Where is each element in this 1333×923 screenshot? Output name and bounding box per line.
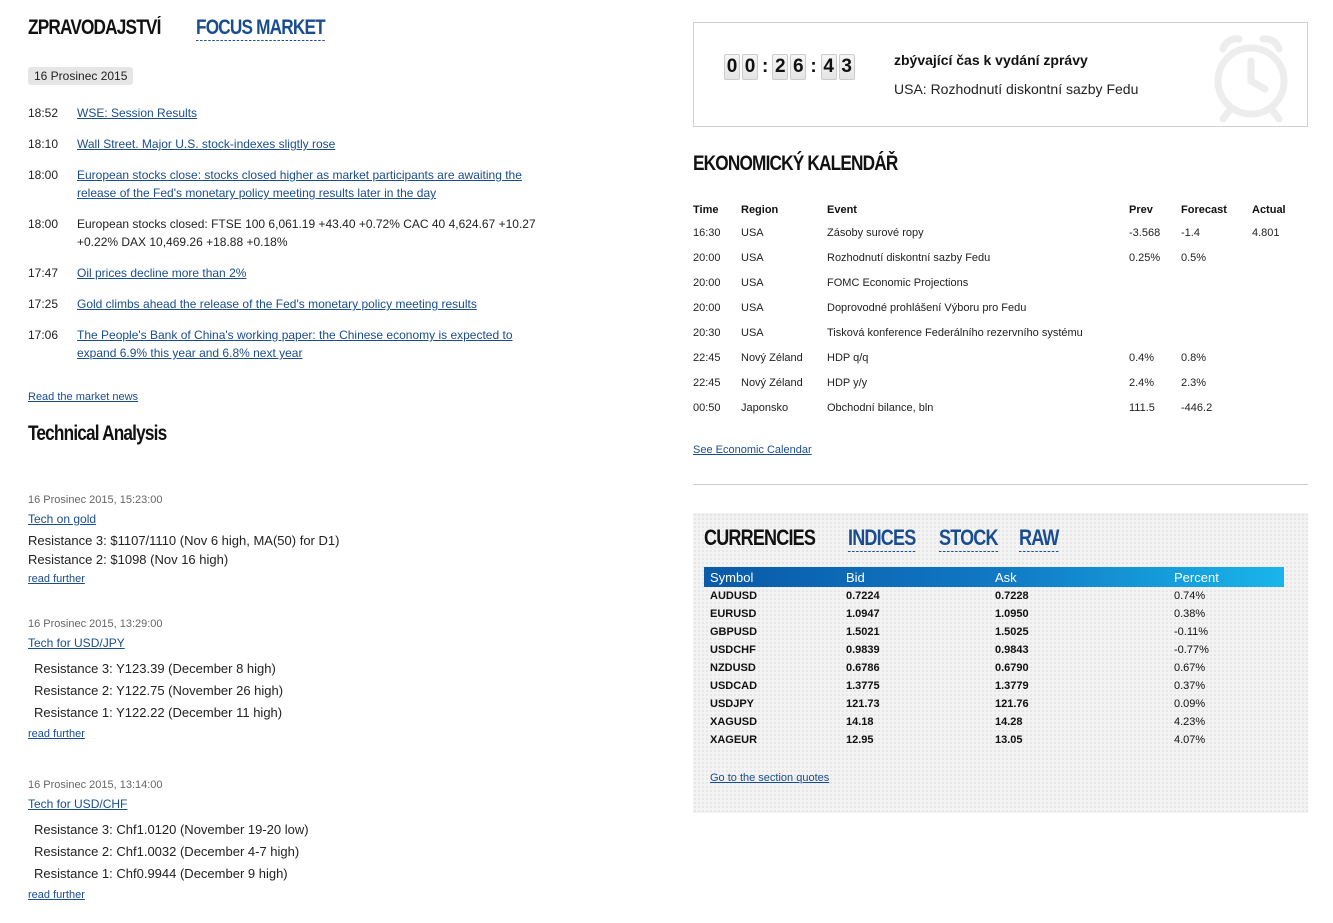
column-header: Bid: [846, 569, 865, 585]
ta-line: Resistance 2: Chf1.0032 (December 4-7 high): [34, 844, 300, 859]
cell-prev: 2.4%: [1129, 376, 1155, 389]
cell-symbol: GBPUSD: [710, 626, 758, 638]
cell-prev: -3.568: [1129, 226, 1161, 239]
ta-lines: [28, 819, 448, 885]
cell-bid: 14.18: [846, 716, 874, 728]
see-economic-calendar-link[interactable]: See Economic Calendar: [693, 444, 812, 456]
cell-percent: -0.77%: [1174, 644, 1209, 656]
column-header: Region: [741, 204, 779, 216]
cell-ask: 1.0950: [995, 608, 1029, 620]
economic-calendar-table: [693, 200, 1303, 420]
news-time: 18:52: [28, 106, 59, 120]
ta-date: 16 Prosinec 2015, 13:29:00: [28, 618, 163, 630]
table-row[interactable]: [704, 713, 1284, 731]
table-row: [693, 245, 1303, 270]
tab-raw[interactable]: RAW: [1018, 525, 1059, 550]
cell-actual: [1252, 320, 1303, 345]
currencies-table: [704, 567, 1284, 749]
news-text: European stocks closed: FTSE 100 6,061.19 +43.40 +0.72% CAC 40 4,624.67 +10.27 +0.22% DAX 10,469.26 +18.88 +0.18%: [77, 217, 536, 249]
ta-line: Resistance 2: Y122.75 (November 26 high): [34, 683, 284, 698]
calendar-title: EKONOMICKÝ KALENDÁŘ: [693, 152, 898, 175]
tab-currencies[interactable]: CURRENCIES: [704, 525, 816, 550]
read-further-link[interactable]: read further: [28, 728, 85, 740]
cell-actual: [1252, 395, 1303, 420]
cell-forecast: -1.4: [1181, 226, 1200, 239]
cell-percent: 0.09%: [1174, 698, 1206, 710]
table-row[interactable]: [704, 677, 1284, 695]
table-row[interactable]: [704, 731, 1284, 749]
technical-analysis-header: [28, 422, 197, 446]
cell-symbol: NZDUSD: [710, 662, 756, 674]
countdown-digits: [724, 54, 857, 80]
countdown-digit: 3: [839, 54, 855, 80]
table-row: [693, 345, 1303, 370]
cell-event: FOMC Economic Projections: [827, 276, 969, 289]
cell-region: USA: [741, 276, 764, 289]
cell-region: USA: [741, 251, 764, 264]
tab-indices[interactable]: INDICES: [847, 525, 916, 550]
cell-actual: [1252, 370, 1303, 395]
ta-lines: [28, 531, 448, 569]
cell-event: HDP q/q: [827, 351, 869, 364]
column-header: Symbol: [710, 569, 754, 585]
list-item: [28, 264, 558, 282]
ta-date: 16 Prosinec 2015, 15:23:00: [28, 494, 163, 506]
cell-actual: 4.801: [1252, 226, 1280, 239]
quotes-panel: [693, 513, 1308, 813]
cell-bid: 1.0947: [846, 608, 880, 620]
news-link[interactable]: The People's Bank of China's working paper: the Chinese economy is expected to expand 6.9% this year and 6.8% next year: [77, 328, 513, 360]
news-date-badge: 16 Prosinec 2015: [28, 67, 133, 85]
countdown-digit: 2: [772, 54, 788, 80]
cell-ask: 13.05: [995, 734, 1023, 746]
ta-line: Resistance 1: Y122.22 (December 11 high): [34, 705, 283, 720]
countdown-separator: :: [810, 56, 817, 77]
cell-time: 00:50: [693, 401, 721, 414]
news-title: ZPRAVODAJSTVÍ: [28, 16, 161, 39]
news-link[interactable]: Gold climbs ahead the release of the Fed's monetary policy meeting results: [77, 297, 477, 311]
cell-region: USA: [741, 301, 764, 314]
cell-bid: 1.3775: [846, 680, 880, 692]
cell-event: Obchodní bilance, bln: [827, 401, 934, 414]
news-link[interactable]: Wall Street. Major U.S. stock-indexes sligtly rose: [77, 137, 336, 151]
column-header: Percent: [1174, 569, 1219, 585]
list-item: [28, 215, 558, 251]
cell-symbol: USDCAD: [710, 680, 758, 692]
cell-bid: 1.5021: [846, 626, 880, 638]
cell-prev: 0.4%: [1129, 351, 1155, 364]
table-row[interactable]: [704, 695, 1284, 713]
cell-ask: 0.7228: [995, 590, 1029, 602]
news-link[interactable]: European stocks close: stocks closed higher as market participants are awaiting the release of the Fed's monetary policy meeting results later in the day: [77, 168, 522, 200]
cell-forecast: [1181, 295, 1252, 320]
table-header-row: [704, 567, 1284, 587]
cell-prev: [1129, 320, 1181, 345]
cell-forecast: -446.2: [1181, 401, 1213, 414]
ta-line: Resistance 3: Y123.39 (December 8 high): [34, 661, 276, 676]
cell-prev: 111.5: [1129, 401, 1155, 414]
news-time: 18:10: [28, 137, 59, 151]
cell-actual: [1252, 295, 1303, 320]
countdown-separator: :: [762, 56, 769, 77]
section-divider: [693, 484, 1308, 485]
ta-line: Resistance 1: Chf0.9944 (December 9 high): [34, 866, 288, 881]
ta-date: 16 Prosinec 2015, 13:14:00: [28, 779, 163, 791]
table-row: [693, 320, 1303, 345]
cell-forecast: 2.3%: [1181, 376, 1207, 389]
news-time: 18:00: [28, 217, 59, 231]
cell-symbol: XAGEUR: [710, 734, 758, 746]
list-item: [28, 326, 558, 362]
cell-prev: [1129, 270, 1181, 295]
column-header: Prev: [1129, 204, 1153, 216]
table-row: [693, 370, 1303, 395]
cell-prev: [1129, 295, 1181, 320]
countdown-event: USA: Rozhodnutí diskontní sazby Fedu: [894, 81, 1139, 97]
column-header: Actual: [1252, 204, 1286, 216]
cell-event: Zásoby surové ropy: [827, 226, 924, 239]
table-row: [693, 295, 1303, 320]
news-time: 17:06: [28, 328, 59, 342]
cell-event: Tisková konference Federálního rezervního systému: [827, 326, 1083, 339]
go-to-quotes-link[interactable]: Go to the section quotes: [710, 772, 830, 784]
ta-lines: [28, 658, 448, 724]
cell-bid: 0.6786: [846, 662, 880, 674]
ta-entry: [28, 494, 448, 587]
cell-actual: [1252, 245, 1303, 270]
news-link[interactable]: Oil prices decline more than 2%: [77, 266, 247, 280]
cell-time: 22:45: [693, 376, 721, 389]
column-header: Event: [827, 204, 857, 216]
cell-time: 20:00: [693, 301, 721, 314]
tab-stock[interactable]: STOCK: [938, 525, 998, 550]
ta-title-link[interactable]: Tech for USD/CHF: [28, 797, 128, 811]
news-link[interactable]: WSE: Session Results: [77, 106, 198, 120]
table-row[interactable]: [704, 659, 1284, 677]
ta-entry: [28, 618, 448, 742]
cell-region: USA: [741, 226, 764, 239]
table-row[interactable]: [704, 641, 1284, 659]
list-item: [28, 104, 558, 122]
news-time: 17:47: [28, 266, 59, 280]
table-row: [693, 270, 1303, 295]
read-further-link[interactable]: read further: [28, 889, 85, 901]
cell-percent: 0.74%: [1174, 590, 1206, 602]
read-market-news-link[interactable]: Read the market news: [28, 391, 139, 403]
news-time: 17:25: [28, 297, 59, 311]
cell-ask: 0.6790: [995, 662, 1029, 674]
cell-symbol: XAGUSD: [710, 716, 758, 728]
cell-region: Nový Zéland: [741, 351, 803, 364]
cell-actual: [1252, 270, 1303, 295]
cell-time: 20:00: [693, 251, 721, 264]
news-list: [28, 104, 558, 375]
cell-event: HDP y/y: [827, 376, 868, 389]
cell-time: 16:30: [693, 226, 721, 239]
column-header: Time: [693, 204, 719, 216]
cell-percent: 4.23%: [1174, 716, 1206, 728]
cell-forecast: [1181, 320, 1252, 345]
cell-time: 22:45: [693, 351, 721, 364]
tab-focus-market[interactable]: FOCUS MARKET: [196, 16, 325, 39]
ta-title-link[interactable]: Tech on gold: [28, 512, 97, 526]
cell-forecast: [1181, 270, 1252, 295]
ta-line: Resistance 3: Chf1.0120 (November 19-20 low): [34, 822, 309, 837]
ta-entry: [28, 779, 448, 903]
countdown-panel: [693, 22, 1308, 127]
cell-forecast: 0.5%: [1181, 251, 1207, 264]
ta-line: Resistance 2: $1098 (Nov 16 high): [28, 552, 229, 567]
column-header: Ask: [995, 569, 1017, 585]
cell-event: Rozhodnutí diskontní sazby Fedu: [827, 251, 991, 264]
table-row[interactable]: [704, 623, 1284, 641]
cell-time: 20:00: [693, 276, 721, 289]
countdown-digit: 0: [724, 54, 740, 80]
list-item: [28, 135, 558, 153]
news-time: 18:00: [28, 168, 59, 182]
countdown-digit: 4: [821, 54, 837, 80]
table-row[interactable]: [704, 587, 1284, 605]
cell-percent: 0.38%: [1174, 608, 1206, 620]
list-item: [28, 166, 558, 202]
cell-time: 20:30: [693, 326, 721, 339]
countdown-digit: 6: [790, 54, 806, 80]
column-header: Forecast: [1181, 204, 1227, 216]
alarm-clock-icon: [1201, 25, 1301, 125]
cell-symbol: EURUSD: [710, 608, 757, 620]
cell-prev: 0.25%: [1129, 251, 1161, 264]
countdown-label: zbývající čas k vydání zprávy: [894, 52, 1088, 68]
table-row: [693, 220, 1303, 245]
quotes-tabs: [704, 525, 1067, 552]
cell-region: Japonsko: [741, 401, 789, 414]
read-further-link[interactable]: read further: [28, 573, 85, 585]
cell-actual: [1252, 345, 1303, 370]
cell-ask: 14.28: [995, 716, 1023, 728]
ta-line: Resistance 3: $1107/1110 (Nov 6 high, MA(50) for D1): [28, 533, 340, 548]
cell-bid: 0.7224: [846, 590, 880, 602]
cell-region: Nový Zéland: [741, 376, 803, 389]
cell-symbol: USDJPY: [710, 698, 755, 710]
table-row[interactable]: [704, 605, 1284, 623]
cell-percent: 0.67%: [1174, 662, 1206, 674]
cell-percent: 4.07%: [1174, 734, 1206, 746]
cell-ask: 1.3779: [995, 680, 1029, 692]
cell-ask: 121.76: [995, 698, 1029, 710]
cell-percent: -0.11%: [1174, 626, 1209, 638]
cell-bid: 121.73: [846, 698, 880, 710]
cell-percent: 0.37%: [1174, 680, 1206, 692]
technical-analysis-title: Technical Analysis: [28, 422, 167, 445]
table-header-row: [693, 200, 1303, 220]
cell-symbol: AUDUSD: [710, 590, 758, 602]
ta-title-link[interactable]: Tech for USD/JPY: [28, 636, 125, 650]
cell-ask: 0.9843: [995, 644, 1029, 656]
news-header: [28, 16, 353, 46]
list-item: [28, 295, 558, 313]
calendar-header: [693, 152, 942, 176]
cell-region: USA: [741, 326, 764, 339]
cell-symbol: USDCHF: [710, 644, 756, 656]
cell-ask: 1.5025: [995, 626, 1029, 638]
cell-bid: 0.9839: [846, 644, 880, 656]
countdown-digit: 0: [742, 54, 758, 80]
table-row: [693, 395, 1303, 420]
cell-event: Doprovodné prohlášení Výboru pro Fedu: [827, 301, 1027, 314]
cell-forecast: 0.8%: [1181, 351, 1207, 364]
cell-bid: 12.95: [846, 734, 874, 746]
